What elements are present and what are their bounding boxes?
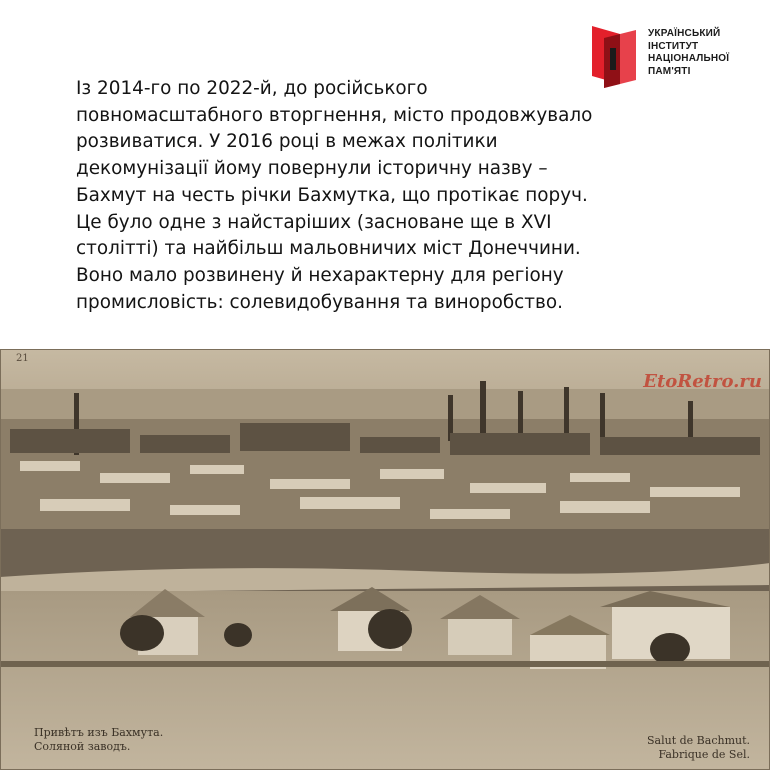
watermark: EtoRetro.ru <box>643 371 762 392</box>
body-line: промисловість: солевидобування та виноробство. <box>76 291 563 313</box>
historic-postcard <box>0 349 770 770</box>
fence <box>0 661 770 667</box>
caption-right <box>647 734 750 762</box>
corner-mark: 21 <box>16 353 29 364</box>
caption-line: Salut de Bachmut. <box>647 734 750 747</box>
body-line: Бахмут на честь річки Бахмутка, що протікає поруч. <box>76 184 588 206</box>
caption-line: Fabrique de Sel. <box>658 748 750 761</box>
caption-line: Привѣтъ изъ Бахмута. <box>34 726 164 739</box>
body-line: Воно мало розвинену й нехарактерну для регіону <box>76 264 564 286</box>
body-line: декомунізації йому повернули історичну назву – <box>76 158 548 180</box>
body-line: Із 2014-го по 2022-й, до російського <box>76 78 428 99</box>
logo-line: НАЦІОНАЛЬНОЇ <box>648 53 730 64</box>
body-paragraph <box>76 76 696 316</box>
caption-line: Соляной заводъ. <box>34 740 131 753</box>
body-line: Це було одне з найстаріших (засноване ще в XVI <box>76 211 552 233</box>
logo-text <box>648 28 760 78</box>
body-line: повномасштабного вторгнення, місто продовжувало <box>76 104 593 126</box>
logo-line: ПАМ'ЯТІ <box>648 65 691 77</box>
postcard-illustration <box>0 349 770 770</box>
logo-line: ІНСТИТУТ <box>648 40 699 52</box>
logo-line: УКРАЇНСЬКИЙ <box>648 28 721 39</box>
body-line: розвиватися. У 2016 році в межах політики <box>76 131 498 153</box>
caption-left <box>34 726 163 754</box>
body-line: столітті) та найбільш мальовничих міст Донеччини. <box>76 238 581 260</box>
